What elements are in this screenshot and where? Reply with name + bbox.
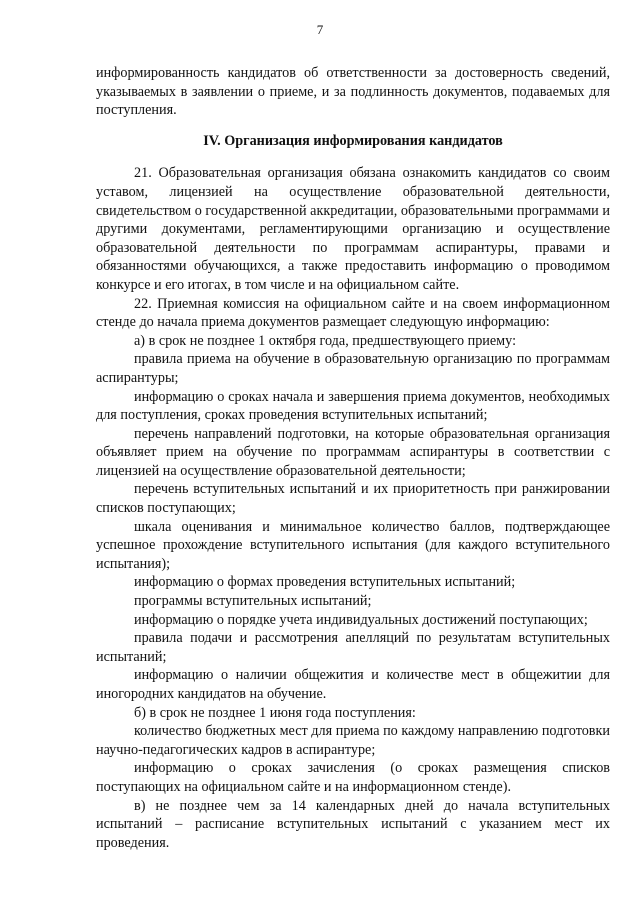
- list-item: количество бюджетных мест для приема по каждому направлению подготовки научно-педагогических кадров в аспирантуре;: [96, 723, 610, 758]
- list-item: перечень вступительных испытаний и их приоритетность при ранжировании списков поступающих;: [96, 481, 610, 517]
- list-item: программы вступительных испытаний;: [134, 593, 372, 610]
- subitem-b: б) в срок не позднее 1 июня года поступления:: [134, 704, 416, 721]
- document-body: [96, 64, 610, 852]
- list-item: информацию о сроках начала и завершения приема документов, необходимых для поступления, сроках проведения вступительных испытаний;: [96, 388, 610, 424]
- list-item: информацию о порядке учета индивидуальных достижений поступающих;: [134, 611, 588, 628]
- page-number: 7: [316, 22, 324, 37]
- list-item: информацию о сроках зачисления (о сроках размещения списков поступающих на официальном сайте и на информационном стенде).: [96, 760, 610, 795]
- paragraph-22: 22. Приемная комиссия на официальном сайте и на своем информационном стенде до начала приема документов размещает следующую информацию:: [96, 295, 610, 331]
- intro-paragraph: информированность кандидатов об ответственности за достоверность сведений, указываемых в заявлении о приеме, и за подлинность документов, подаваемых для поступления.: [96, 65, 610, 119]
- subitem-a: а) в срок не позднее 1 октября года, предшествующего приему:: [134, 332, 517, 349]
- subitem-v: в) не позднее чем за 14 календарных дней до начала вступительных испытаний – расписание вступительных испытаний с указанием мест их проведения.: [96, 797, 610, 851]
- list-item: правила приема на обучение в образовательную организацию по программам аспирантуры;: [96, 351, 610, 386]
- list-item: перечень направлений подготовки, на которые образовательная организация объявляет прием на обучение по программам аспирантуры в соответствии с лицензией на осуществление образовательной деятельности;: [96, 425, 610, 479]
- list-item: правила подачи и рассмотрения апелляций по результатам вступительных испытаний;: [96, 630, 610, 665]
- list-item: информацию о формах проведения вступительных испытаний;: [134, 574, 516, 591]
- list-item: шкала оценивания и минимальное количество баллов, подтверждающее успешное прохождение вступительного испытания (для каждого вступительного испытания);: [96, 518, 610, 572]
- paragraph-21: 21. Образовательная организация обязана ознакомить кандидатов со своим уставом, лицензией на осуществление образовательной деятельности, свидетельством о государственной аккредитации, образовательными программами и другими документами, регламентирующими организацию и осуществление образовательной деятельности по программам аспирантуры, правами и обязанностями обучающихся, а также предоставить информацию о проводимом конкурсе и его итогах, в том числе и на официальном сайте.: [96, 165, 610, 293]
- section-heading: IV. Организация информирования кандидатов: [203, 132, 503, 149]
- list-item: информацию о наличии общежития и количестве мест в общежитии для иногородних кандидатов на обучение.: [96, 667, 610, 702]
